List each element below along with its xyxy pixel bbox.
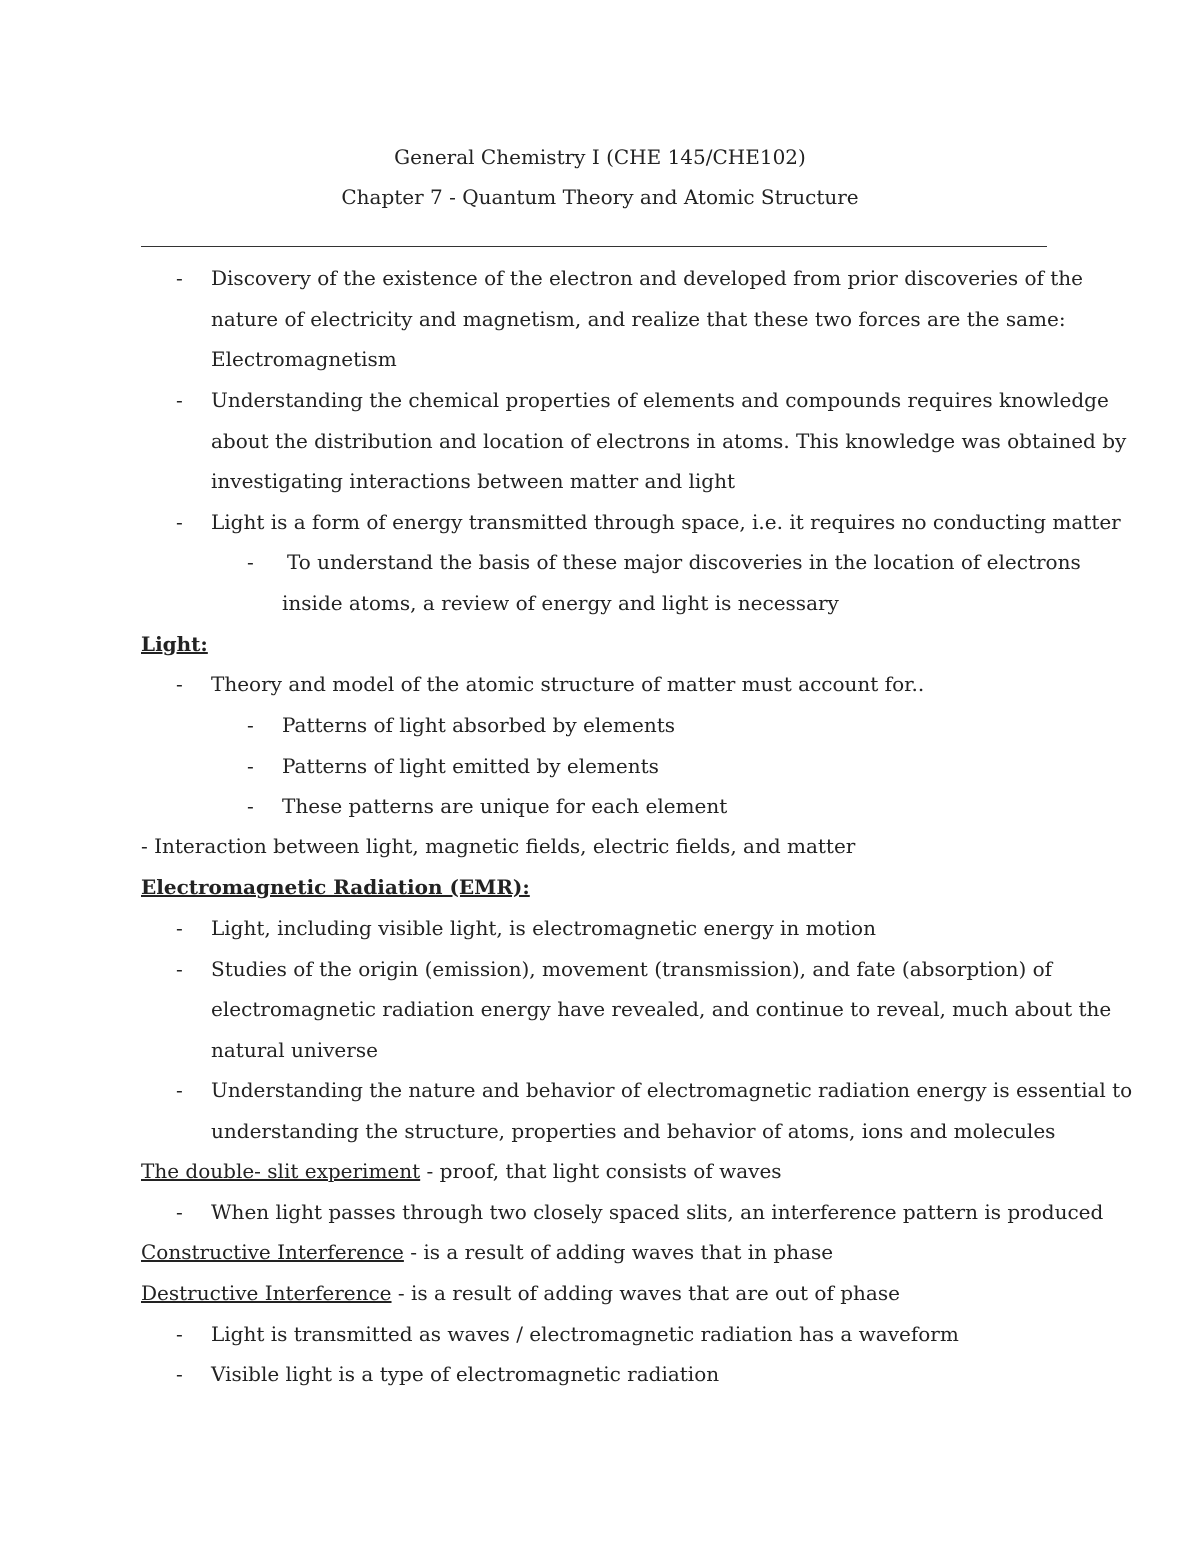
- destructive-line: [141, 1279, 900, 1307]
- interaction-line: - Interaction between light, magnetic fields, electric fields, and matter: [141, 834, 856, 858]
- bullet-marker: -: [176, 1362, 183, 1386]
- emr-bullet-1: Light, including visible light, is electromagnetic energy in motion: [211, 916, 876, 940]
- double-slit-bullet: When light passes through two closely spaced slits, an interference pattern is produced: [211, 1200, 1104, 1224]
- sub-bullet-marker: -: [247, 754, 254, 778]
- double-slit-term: The double- slit experiment: [141, 1159, 421, 1183]
- emr-bullet-3-line-2: understanding the structure, properties and behavior of atoms, ions and molecules: [211, 1119, 1056, 1143]
- bullet-marker: -: [176, 957, 183, 981]
- closing-bullet-2: Visible light is a type of electromagnetic radiation: [211, 1362, 720, 1386]
- sub-bullet-marker: -: [247, 713, 254, 737]
- intro-bullet-1-line-1: Discovery of the existence of the electron and developed from prior discoveries of the: [211, 266, 1084, 290]
- bullet-marker: -: [176, 672, 183, 696]
- intro-bullet-1-line-2: nature of electricity and magnetism, and realize that these two forces are the same:: [211, 307, 1066, 331]
- emr-bullet-3-line-1: Understanding the nature and behavior of electromagnetic radiation energy is essential to: [211, 1078, 1133, 1102]
- light-heading: Light:: [141, 632, 208, 656]
- light-sub-bullet-2: Patterns of light emitted by elements: [282, 754, 659, 778]
- constructive-term: Constructive Interference: [141, 1240, 404, 1264]
- bullet-marker: -: [176, 266, 183, 290]
- intro-sub-bullet-line-1: To understand the basis of these major discoveries in the location of electrons: [287, 550, 1081, 574]
- sub-bullet-marker: -: [247, 794, 254, 818]
- intro-bullet-2-line-1: Understanding the chemical properties of elements and compounds requires knowledge: [211, 388, 1109, 412]
- bullet-marker: -: [176, 388, 183, 412]
- emr-bullet-2-line-3: natural universe: [211, 1038, 378, 1062]
- light-sub-bullet-1: Patterns of light absorbed by elements: [282, 713, 676, 737]
- constructive-desc: - is a result of adding waves that in phase: [403, 1240, 834, 1264]
- sub-bullet-marker: -: [247, 550, 254, 574]
- emr-heading: Electromagnetic Radiation (EMR):: [141, 875, 530, 899]
- double-slit-line: [141, 1157, 782, 1185]
- intro-bullet-3: Light is a form of energy transmitted through space, i.e. it requires no conducting matter: [211, 510, 1121, 534]
- light-bullet: Theory and model of the atomic structure of matter must account for..: [211, 672, 925, 696]
- destructive-desc: - is a result of adding waves that are out of phase: [391, 1281, 900, 1305]
- emr-bullet-2-line-1: Studies of the origin (emission), movement (transmission), and fate (absorption) of: [211, 957, 1053, 981]
- double-slit-desc: - proof, that light consists of waves: [420, 1159, 782, 1183]
- bullet-marker: -: [176, 1200, 183, 1224]
- bullet-marker: -: [176, 1322, 183, 1346]
- emr-bullet-2-line-2: electromagnetic radiation energy have revealed, and continue to reveal, much about the: [211, 997, 1112, 1021]
- bullet-marker: -: [176, 916, 183, 940]
- bullet-marker: -: [176, 1078, 183, 1102]
- closing-bullet-1: Light is transmitted as waves / electromagnetic radiation has a waveform: [211, 1322, 959, 1346]
- destructive-term: Destructive Interference: [141, 1281, 392, 1305]
- constructive-line: [141, 1238, 833, 1266]
- bullet-marker: -: [176, 510, 183, 534]
- intro-sub-bullet-line-2: inside atoms, a review of energy and light is necessary: [282, 591, 839, 615]
- header-divider: [141, 246, 1047, 247]
- intro-bullet-1-line-3: Electromagnetism: [211, 347, 397, 371]
- course-title: General Chemistry I (CHE 145/CHE102): [394, 145, 806, 169]
- intro-bullet-2-line-2: about the distribution and location of electrons in atoms. This knowledge was obtained by: [211, 429, 1127, 453]
- light-sub-bullet-3: These patterns are unique for each element: [282, 794, 728, 818]
- chapter-title: Chapter 7 - Quantum Theory and Atomic Structure: [341, 185, 859, 209]
- intro-bullet-2-line-3: investigating interactions between matter and light: [211, 469, 736, 493]
